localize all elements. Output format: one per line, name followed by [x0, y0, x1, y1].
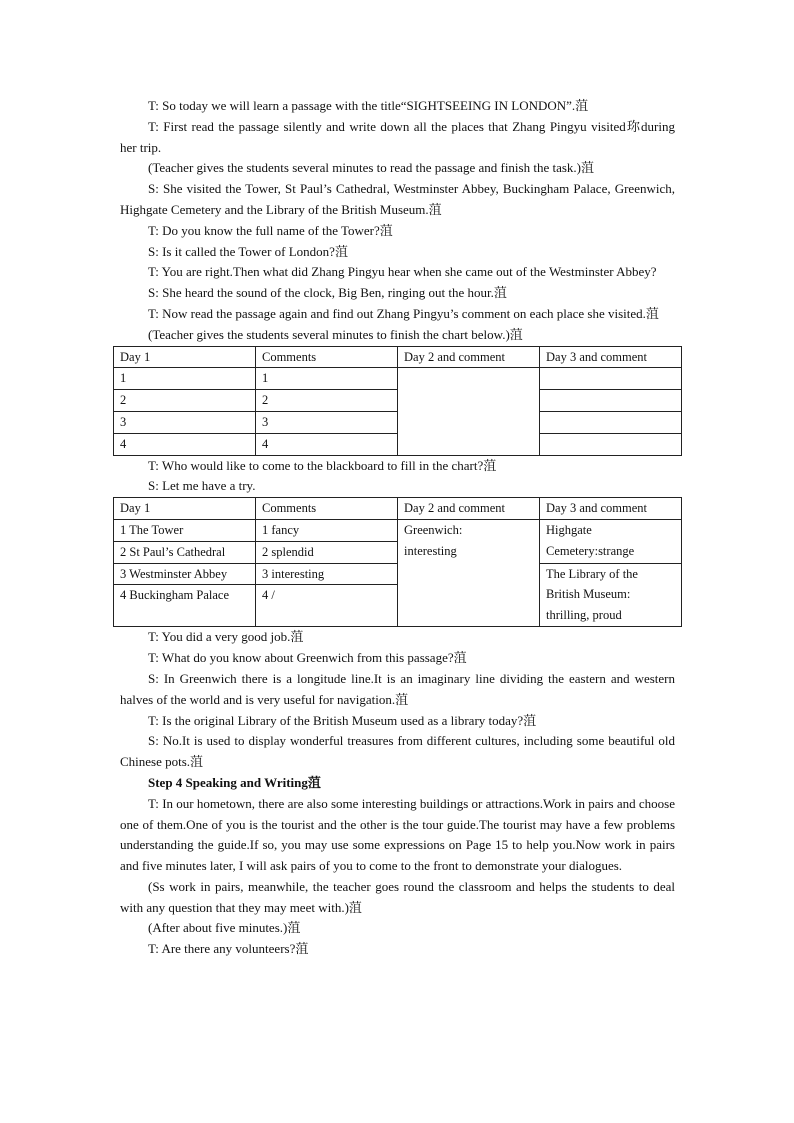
day2-cell [398, 519, 540, 626]
cell-line: Greenwich: [404, 522, 463, 537]
paragraph: T: Now read the passage again and find out Zhang Pingyu’s comment on each place she visited.菹 [148, 305, 659, 321]
paragraph: T: You did a very good job.菹 [148, 629, 304, 645]
paragraph: S: She visited the Tower, St Paul’s Cathedral, Westminster Abbey, Buckingham Palace, Greenwich, Highgate Cemetery and the Library of the British Museum.菹 [120, 181, 675, 217]
paragraph: T: So today we will learn a passage with the title“SIGHTSEEING IN LONDON”.菹 [148, 98, 589, 113]
paragraph: T: Who would like to come to the blackboard to fill in the chart?菹 [148, 457, 497, 473]
paragraph: S: Is it called the Tower of London?菹 [148, 243, 348, 259]
table-cell: 2 [114, 390, 256, 412]
day3-cell [540, 390, 682, 412]
header-cell: Comments [256, 346, 398, 368]
header-cell: Day 2 and comment [398, 498, 540, 520]
table-cell: 1 The Tower [114, 519, 256, 541]
day3-cell [540, 411, 682, 433]
table-cell: 4 Buckingham Palace [114, 585, 256, 627]
paragraph: (Teacher gives the students several minutes to read the passage and finish the task.)菹 [148, 160, 595, 176]
paragraph: S: No.It is used to display wonderful treasures from different cultures, including some beautiful old Chinese pots.菹 [120, 733, 675, 770]
empty-comment-chart [113, 346, 682, 456]
paragraph: (Ss work in pairs, meanwhile, the teacher goes round the classroom and helps the students to deal with any question that they may meet with.)菹 [120, 878, 675, 915]
table-header-row [114, 498, 682, 520]
paragraph: T: What do you know about Greenwich from this passage?菹 [148, 650, 467, 666]
day2-cell [398, 368, 540, 455]
header-cell: Day 3 and comment [540, 346, 682, 368]
header-cell: Day 2 and comment [398, 346, 540, 368]
paragraph: T: Are there any volunteers?菹 [148, 941, 309, 957]
day3-cell [540, 368, 682, 390]
day3-cell [540, 433, 682, 455]
paragraph: T: First read the passage silently and write down all the places that Zhang Pingyu visited珎during her trip. [120, 118, 675, 155]
completed-comment-chart [113, 497, 682, 627]
paragraph: T: Do you know the full name of the Tower?菹 [148, 222, 393, 238]
table-cell: 3 [114, 411, 256, 433]
document-page [120, 96, 675, 960]
table-cell: 3 interesting [256, 563, 398, 585]
table-cell: 1 [256, 368, 398, 390]
cell-line: The Library of the [546, 566, 638, 581]
table-cell: 2 splendid [256, 541, 398, 563]
header-cell: Comments [256, 498, 398, 520]
table-cell: 3 [256, 411, 398, 433]
table-cell: 2 [256, 390, 398, 412]
table-cell: 4 [256, 433, 398, 455]
paragraph: T: In our hometown, there are also some interesting buildings or attractions.Work in pairs and choose one of them.One of you is the tourist and the other is the tour guide.The tourist may have a few problems understanding the guide.If so, you may use some expressions on Page 15 to help you.Now work in pairs and five minutes later, I will ask pairs of you to come to the front to demonstrate your dialogues. [120, 795, 675, 874]
table-cell: 1 [114, 368, 256, 390]
table-row [114, 519, 682, 541]
step-heading: Step 4 Speaking and Writing菹 [148, 774, 321, 790]
paragraph: (Teacher gives the students several minutes to finish the chart below.)菹 [148, 326, 523, 342]
cell-line: thrilling, proud [546, 608, 622, 623]
table-cell: 4 / [256, 585, 398, 627]
day3-cell [540, 563, 682, 627]
header-cell: Day 1 [114, 498, 256, 520]
paragraph: S: In Greenwich there is a longitude line.It is an imaginary line dividing the eastern and western halves of the world and is very useful for navigation.菹 [120, 670, 675, 707]
header-cell: Day 3 and comment [540, 498, 682, 520]
paragraph: S: She heard the sound of the clock, Big Ben, ringing out the hour.菹 [148, 285, 507, 301]
cell-line: interesting [404, 543, 457, 558]
day3-cell [540, 519, 682, 563]
table-row [114, 368, 682, 390]
table-cell: 2 St Paul’s Cathedral [114, 541, 256, 563]
paragraph: T: You are right.Then what did Zhang Pingyu hear when she came out of the Westminster Abbey? [148, 264, 657, 280]
cell-line: Highgate [546, 522, 592, 537]
cell-line: British Museum: [546, 587, 631, 602]
paragraph: T: Is the original Library of the British Museum used as a library today?菹 [148, 712, 537, 728]
table-header-row [114, 346, 682, 368]
header-cell: Day 1 [114, 346, 256, 368]
paragraph: S: Let me have a try. [148, 478, 256, 494]
cell-line: Cemetery:strange [546, 543, 635, 558]
table-cell: 4 [114, 433, 256, 455]
table-cell: 1 fancy [256, 519, 398, 541]
table-cell: 3 Westminster Abbey [114, 563, 256, 585]
paragraph: (After about five minutes.)菹 [148, 920, 301, 936]
